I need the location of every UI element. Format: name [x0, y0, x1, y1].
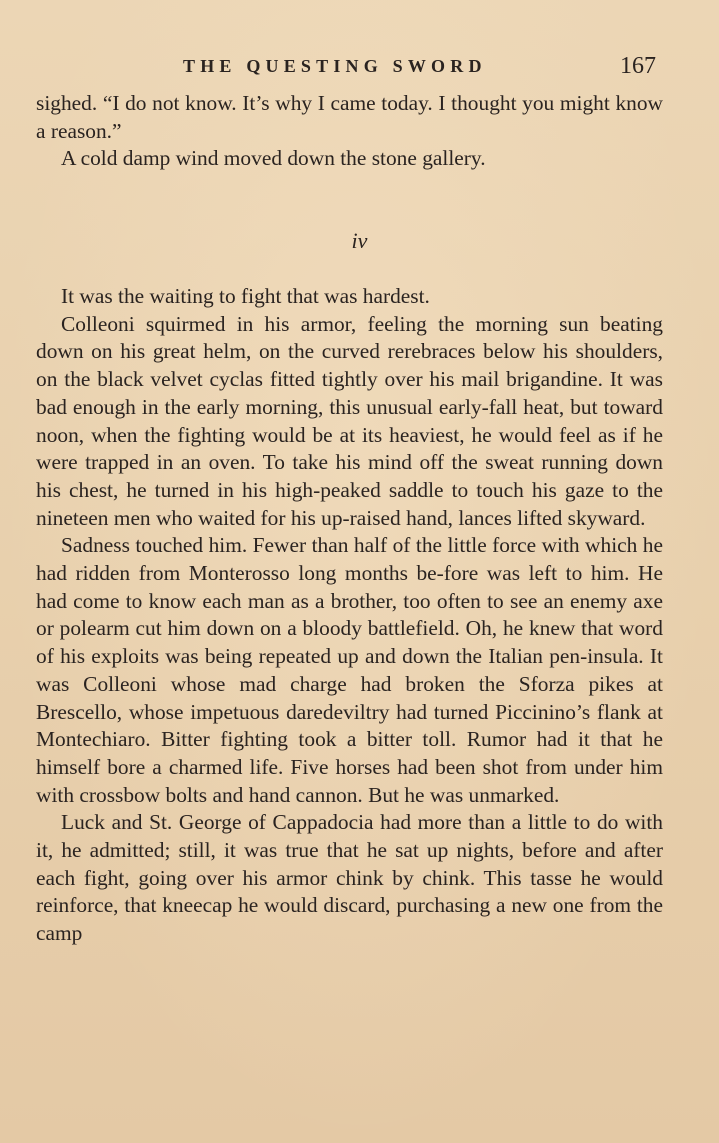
paragraph: It was the waiting to fight that was hardest. [61, 284, 430, 308]
paragraph: A cold damp wind moved down the stone gallery. [61, 146, 486, 171]
paragraph: sighed. “I do not know. It’s why I came today. I thought you might know a reason.” [36, 91, 663, 143]
main-text [36, 283, 663, 948]
paragraph: Colleoni squirmed in his armor, feeling the morning sun beating down on his great helm, on the curved rerebraces below his shoulders, on the black velvet cyclas fitted tightly over his mail brigandine. It was bad enough in the early morning, this unusual early-fall heat, but toward noon, when the fighting would be at its heaviest, he would feel as if he were trapped in an oven. To take his mind off the sweat running down his chest, he turned in his high-peaked saddle to touch his gaze to the nineteen men who waited for his up-raised hand, lances lifted skyward. [36, 311, 663, 530]
paragraph: Sadness touched him. Fewer than half of the little force with which he had ridden from Monterosso long months be-fore was left to him. He had come to know each man as a brother, too often to see an enemy axe or polearm cut him down on a bloody battlefield. Oh, he knew that word of his exploits was being repeated up and down the Italian pen-insula. It was Colleoni whose mad charge had broken the Sforza pikes at Brescello, whose impetuous daredeviltry had turned Piccinino’s flank at Montechiaro. Bitter fighting took a bitter toll. Rumor had it that he himself bore a charmed life. Five horses had been shot from under him with crossbow bolts and hand cannon. But he was unmarked. [36, 533, 663, 807]
opening-text [36, 90, 663, 173]
running-title: THE QUESTING SWORD [183, 56, 487, 76]
page-number: 167 [620, 53, 656, 79]
section-number: iv [351, 228, 368, 253]
running-head [0, 54, 719, 84]
paragraph: Luck and St. George of Cappadocia had more than a little to do with it, he admitted; still, it was true that he sat up nights, before and after each fight, going over his armor chink by chink. This tasse he would reinforce, that kneecap he would discard, purchasing a new one from the camp [36, 810, 663, 946]
